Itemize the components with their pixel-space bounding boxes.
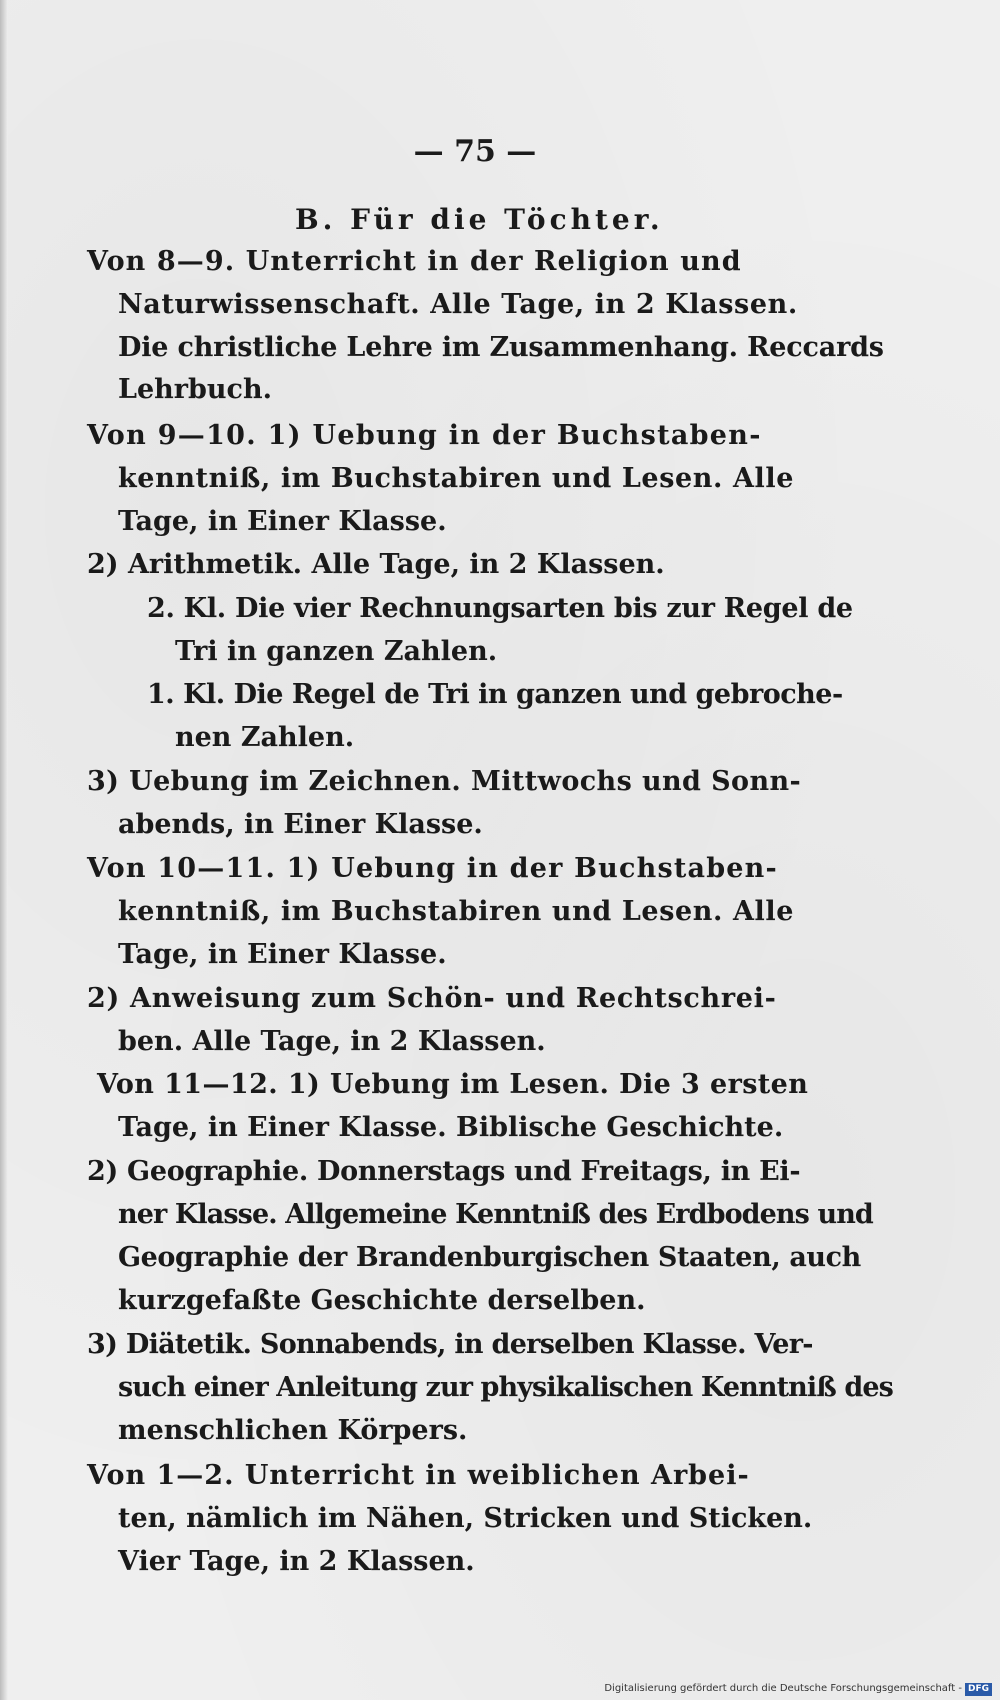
text-line: abends, in Einer Klasse. bbox=[118, 809, 483, 840]
text-line: Lehrbuch. bbox=[118, 374, 272, 405]
page-edge-shadow bbox=[0, 0, 8, 1700]
section-heading: B. Für die Töchter. bbox=[295, 203, 664, 236]
text-line: kenntniß, im Buchstabiren und Lesen. Alle bbox=[118, 463, 795, 494]
text-line: 2) Geographie. Donnerstags und Freitags, in Ei- bbox=[87, 1156, 801, 1187]
text-line: ben. Alle Tage, in 2 Klassen. bbox=[118, 1026, 546, 1057]
text-line: ten, nämlich im Nähen, Stricken und Sticken. bbox=[118, 1503, 813, 1534]
text-line: 1. Kl. Die Regel de Tri in ganzen und gebroche- bbox=[147, 679, 843, 710]
text-line: Von 11—12. 1) Uebung im Lesen. Die 3 ersten bbox=[97, 1069, 809, 1100]
dfg-logo: DFG bbox=[965, 1683, 992, 1696]
text-line: menschlichen Körpers. bbox=[118, 1415, 468, 1446]
text-line: Naturwissenschaft. Alle Tage, in 2 Klassen. bbox=[118, 289, 798, 320]
text-line: nen Zahlen. bbox=[175, 722, 355, 753]
text-line: kurzgefaßte Geschichte derselben. bbox=[118, 1285, 646, 1316]
text-line: Tage, in Einer Klasse. bbox=[118, 939, 447, 970]
text-line: Von 8—9. Unterricht in der Religion und bbox=[87, 246, 742, 277]
text-line: Vier Tage, in 2 Klassen. bbox=[118, 1546, 475, 1577]
text-line: ner Klasse. Allgemeine Kenntniß des Erdbodens und bbox=[118, 1199, 873, 1230]
text-line: Von 10—11. 1) Uebung in der Buchstaben- bbox=[87, 853, 778, 884]
page-number: — 75 — bbox=[413, 134, 537, 169]
text-line: 2) Arithmetik. Alle Tage, in 2 Klassen. bbox=[87, 549, 665, 580]
text-line: Tri in ganzen Zahlen. bbox=[175, 636, 498, 667]
text-line: Die christliche Lehre im Zusammenhang. Reccards bbox=[118, 332, 884, 363]
text-line: 3) Uebung im Zeichnen. Mittwochs und Sonn- bbox=[87, 766, 802, 797]
text-line: Tage, in Einer Klasse. bbox=[118, 506, 447, 537]
digitization-credit bbox=[600, 1681, 992, 1697]
text-line: Geographie der Brandenburgischen Staaten, auch bbox=[118, 1242, 861, 1273]
text-line: such einer Anleitung zur physikalischen Kenntniß des bbox=[118, 1372, 893, 1403]
text-line: kenntniß, im Buchstabiren und Lesen. Alle bbox=[118, 896, 795, 927]
text-line: 2. Kl. Die vier Rechnungsarten bis zur Regel de bbox=[147, 593, 853, 624]
text-line: Von 1—2. Unterricht in weiblichen Arbei- bbox=[87, 1460, 750, 1491]
text-line: Von 9—10. 1) Uebung in der Buchstaben- bbox=[87, 420, 762, 451]
text-line: 3) Diätetik. Sonnabends, in derselben Klasse. Ver- bbox=[87, 1329, 813, 1360]
text-line: 2) Anweisung zum Schön- und Rechtschrei- bbox=[87, 983, 777, 1014]
text-line: Tage, in Einer Klasse. Biblische Geschichte. bbox=[118, 1112, 784, 1143]
credit-text: Digitalisierung gefördert durch die Deutsche Forschungsgemeinschaft - bbox=[604, 1683, 962, 1694]
